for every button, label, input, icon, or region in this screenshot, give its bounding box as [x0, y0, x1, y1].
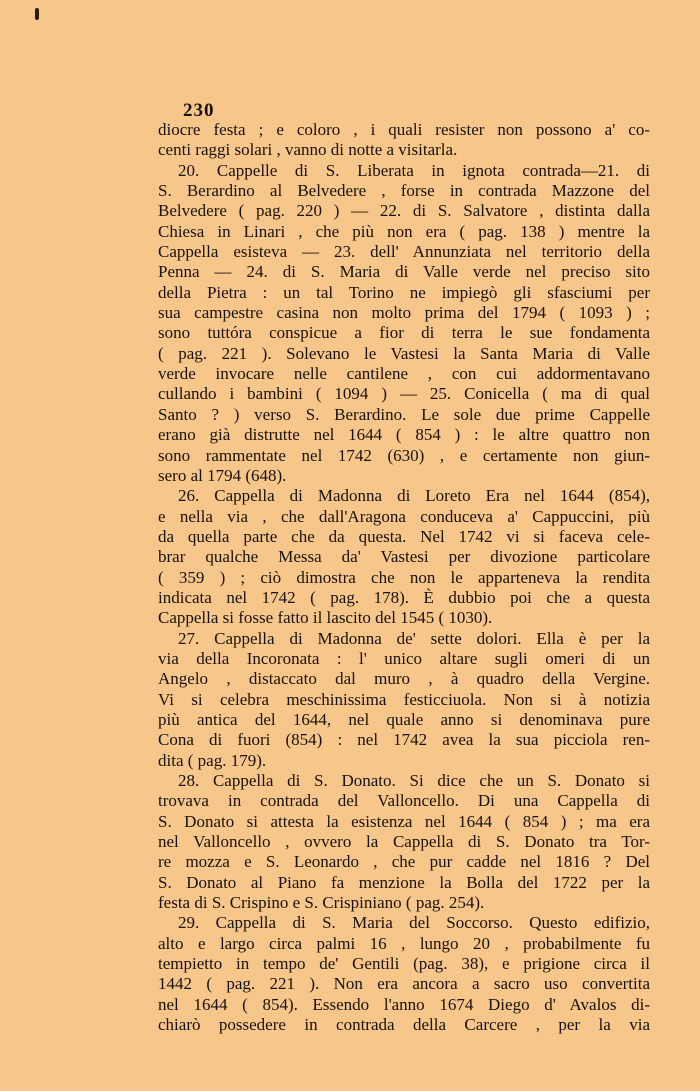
text-line: ( 359 ) ; ciò dimostra che non le apparteneva la rendita — [158, 567, 650, 587]
text-line: S. Donato si attesta la esistenza nel 1644 ( 854 ) ; ma era — [158, 811, 650, 831]
text-line: Belvedere ( pag. 220 ) — 22. di S. Salvatore , distinta dalla — [158, 201, 650, 221]
text-line: S. Berardino al Belvedere , forse in contrada Mazzone del — [158, 181, 650, 201]
text-line: 27. Cappella di Madonna de' sette dolori. Ella è per la — [178, 628, 650, 648]
text-line: via della Incoronata : l' unico altare sugli omeri di un — [158, 648, 650, 668]
text-line: festa di S. Crispino e S. Crispiniano ( pag. 254). — [158, 893, 485, 913]
ink-spot — [35, 8, 39, 20]
text-line: verde invocare nelle cantilene , con cui addormentavano — [158, 364, 650, 384]
text-line: trovava in contrada del Valloncello. Di una Cappella di — [158, 791, 650, 811]
text-line: erano già distrutte nel 1644 ( 854 ) : le altre quattro non — [158, 425, 650, 445]
text-line: Cappella esisteva — 23. dell' Annunziata nel territorio della — [158, 242, 650, 262]
text-line: 1442 ( pag. 221 ). Non era ancora a sacro uso convertita — [158, 974, 650, 994]
text-line: diocre festa ; e coloro , i quali resister non possono a' co- — [158, 120, 650, 139]
text-line: 29. Cappella di S. Maria del Soccorso. Questo edifizio, — [178, 913, 650, 933]
text-line: nel 1644 ( 854). Essendo l'anno 1674 Diego d' Avalos di- — [158, 994, 650, 1014]
text-line: Santo ? ) verso S. Berardino. Le sole due prime Cappelle — [158, 404, 650, 424]
text-line: dita ( pag. 179). — [158, 750, 267, 770]
text-line: 28. Cappella di S. Donato. Si dice che un S. Donato si — [178, 771, 650, 790]
text-line: Cappella si fosse fatto il lascito del 1545 ( 1030). — [158, 608, 493, 628]
text-line: cullando i bambini ( 1094 ) — 25. Conicella ( ma di qual — [158, 384, 650, 404]
text-line: sono rammentate nel 1742 (630) , e certamente non giun- — [158, 445, 650, 465]
text-line: sero al 1794 (648). — [158, 465, 287, 485]
text-line: Vi si celebra meschinissima festicciuola. Non si à notizia — [158, 689, 650, 709]
text-line: chiarò possedere in contrada della Carcere , per la via — [158, 1015, 650, 1035]
text-line: alto e largo circa palmi 16 , lungo 20 , probabilmente fu — [158, 933, 650, 953]
text-line: della Pietra : un tal Torino ne impiegò gli sfasciumi per — [158, 282, 650, 302]
text-line: tempietto in tempo de' Gentili (pag. 38), e prigione circa il — [158, 954, 650, 974]
text-line: sua campestre casina non molto prima del 1794 ( 1093 ) ; — [158, 303, 650, 323]
text-line: da quella parte che da questa. Nel 1742 vi si faceva cele- — [158, 526, 650, 546]
text-line: centi raggi solari , vanno di notte a visitarla. — [158, 140, 458, 160]
text-line: S. Donato al Piano fa menzione la Bolla del 1722 per la — [158, 872, 650, 892]
text-line: 26. Cappella di Madonna di Loreto Era nel 1644 (854), — [178, 486, 650, 506]
text-line: Chiesa in Linari , che più non era ( pag. 138 ) mentre la — [158, 221, 650, 241]
text-line: indicata nel 1742 ( pag. 178). È dubbio poi che a questa — [158, 587, 650, 607]
text-line: sono tuttóra conspicue a fior di terra le sue fondamenta — [158, 323, 650, 343]
text-line: 20. Cappelle di S. Liberata in ignota contrada—21. di — [178, 160, 650, 180]
text-line: re mozza e S. Leonardo , che pur cadde nel 1816 ? Del — [158, 852, 650, 872]
text-line: brar qualche Messa da' Vastesi per divozione particolare — [158, 547, 650, 567]
text-line: ( pag. 221 ). Solevano le Vastesi la Santa Maria di Valle — [158, 343, 650, 363]
text-line: Penna — 24. di S. Maria di Valle verde nel preciso sito — [158, 262, 650, 282]
text-line: Cona di fuori (854) : nel 1742 avea la sua picciola ren- — [158, 730, 650, 750]
text-line: nel Valloncello , ovvero la Cappella di S. Donato tra Tor- — [158, 832, 650, 852]
page-number: 230 — [183, 100, 215, 121]
text-line: più antica del 1644, nel quale anno si denominava pure — [158, 709, 650, 729]
text-line: e nella via , che dall'Aragona conduceva a' Cappuccini, più — [158, 506, 650, 526]
text-line: Angelo , distaccato dal muro , à quadro della Vergine. — [158, 669, 650, 689]
page-text — [158, 120, 650, 1035]
